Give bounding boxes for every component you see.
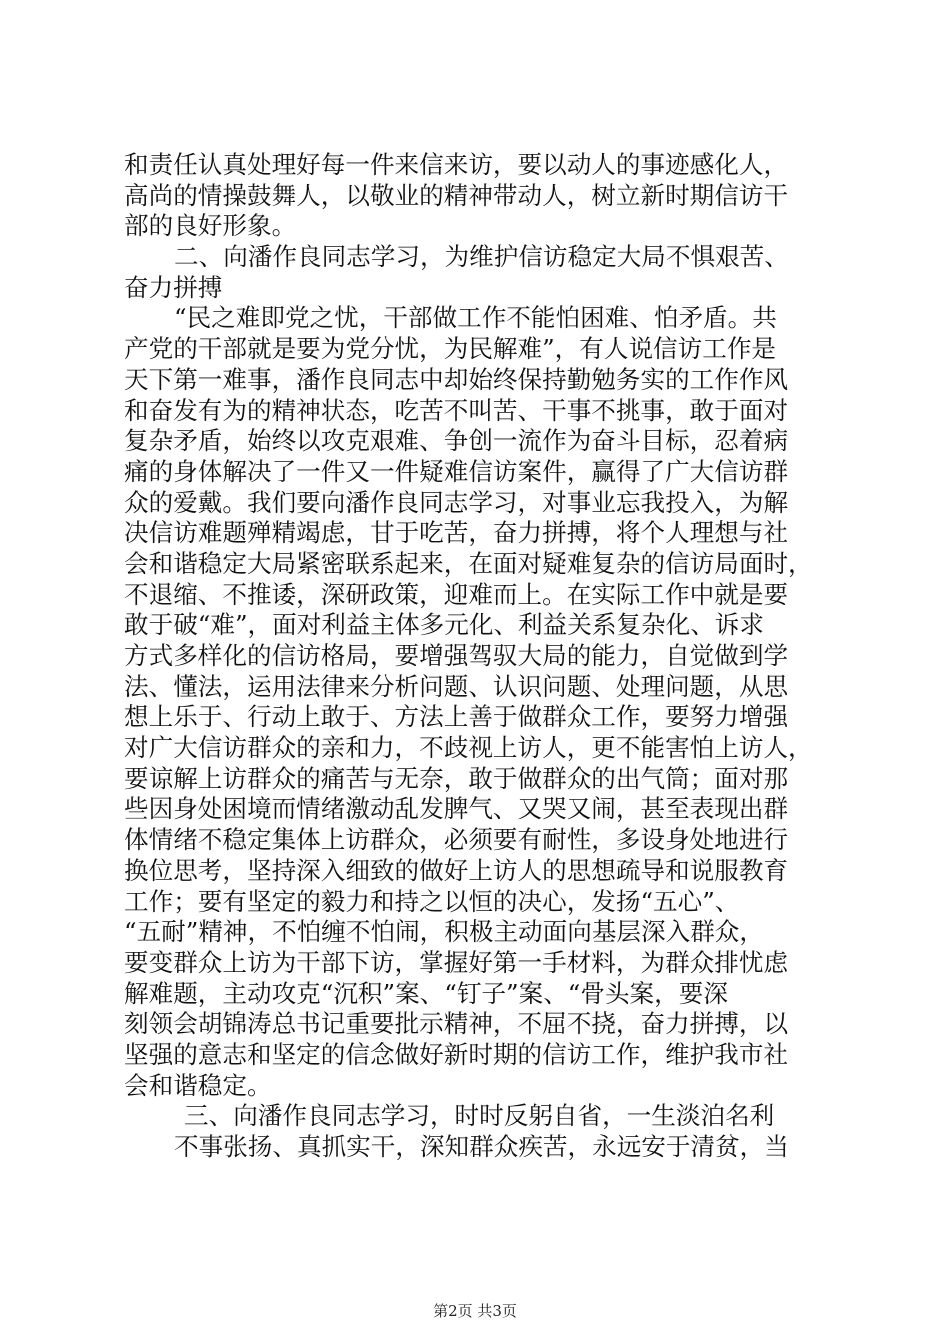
text-line: 解难题，主动攻克“沉积”案、“钉子”案、“骨头案，要深 <box>124 978 728 1008</box>
text-line: 部的良好形象。 <box>124 211 297 241</box>
body-text <box>124 150 844 1163</box>
text-line: 决信访难题殚精竭虑，甘于吃苦，奋力拼搏，将个人理想与社 <box>124 518 789 548</box>
paragraph-start: “民之难即党之忧，干部做工作不能怕困难、怕矛盾。共 <box>174 303 777 333</box>
text-line: 对广大信访群众的亲和力，不歧视上访人，更不能害怕上访人， <box>124 733 813 763</box>
text-line: 要谅解上访群众的痛苦与无奈，敢于做群众的出气筒；面对那 <box>124 763 789 793</box>
text-line: 坚强的意志和坚定的信念做好新时期的信访工作，维护我市社 <box>124 1039 789 1069</box>
text-line: 痛的身体解决了一件又一件疑难信访案件，赢得了广大信访群 <box>124 456 789 486</box>
section-heading-3: 三、向潘作良同志学习，时时反躬自省，一生淡泊名利 <box>184 1101 775 1131</box>
text-line: 会和谐稳定大局紧密联系起来，在面对疑难复杂的信访局面时， <box>124 548 813 578</box>
text-line: 工作；要有坚定的毅力和持之以恒的决心，发扬“五心”、 <box>124 886 740 916</box>
text-line: 些因身处困境而情绪激动乱发脾气、又哭又闹，甚至表现出群 <box>124 794 789 824</box>
text-line: 天下第一难事，潘作良同志中却始终保持勤勉务实的工作作风 <box>124 364 789 394</box>
text-line: 不退缩、不推诿，深研政策，迎难而上。在实际工作中就是要 <box>124 579 789 609</box>
text-line: 要变群众上访为干部下访，掌握好第一手材料，为群众排忧虑 <box>124 947 789 977</box>
section-heading-2-cont: 奋力拼搏 <box>124 272 223 302</box>
text-line: 众的爱戴。我们要向潘作良同志学习，对事业忘我投入，为解 <box>124 487 789 517</box>
text-line: 敢于破“难”，面对利益主体多元化、利益关系复杂化、诉求 <box>124 610 764 640</box>
text-line: 高尚的情操鼓舞人，以敬业的精神带动人，树立新时期信访干 <box>124 180 789 210</box>
text-line: 法、懂法，运用法律来分析问题、认识问题、处理问题，从思 <box>124 671 789 701</box>
text-line: 刻领会胡锦涛总书记重要批示精神，不屈不挠，奋力拼搏，以 <box>124 1009 789 1039</box>
text-line: 复杂矛盾，始终以攻克艰难、争创一流作为奋斗目标，忍着病 <box>124 426 789 456</box>
text-line: 体情绪不稳定集体上访群众，必须要有耐性，多设身处地进行 <box>124 825 789 855</box>
text-line: 产党的干部就是要为党分忧，为民解难”，有人说信访工作是 <box>124 334 777 364</box>
paragraph-start: 不事张扬、真抓实干，深知群众疾苦，永远安于清贫，当 <box>174 1132 789 1161</box>
text-line: 方式多样化的信访格局，要增强驾驭大局的能力，自觉做到学 <box>124 641 789 670</box>
text-line: 和奋发有为的精神状态，吃苦不叫苦、干事不挑事，敢于面对 <box>124 395 789 425</box>
text-line: 和责任认真处理好每一件来信来访，要以动人的事迹感化人， <box>124 150 789 179</box>
text-line: “五耐”精神，不怕缠不怕闹，积极主动面向基层深入群众， <box>124 917 764 947</box>
text-line: 会和谐稳定。 <box>124 1070 272 1100</box>
section-heading-2: 二、向潘作良同志学习，为维护信访稳定大局不惧艰苦、 <box>174 242 789 272</box>
page-number: 第2页 共3页 <box>433 1302 517 1320</box>
text-line: 想上乐于、行动上敢于、方法上善于做群众工作，要努力增强 <box>124 702 789 732</box>
text-line: 换位思考，坚持深入细致的做好上访人的思想疏导和说服教育 <box>124 855 789 885</box>
